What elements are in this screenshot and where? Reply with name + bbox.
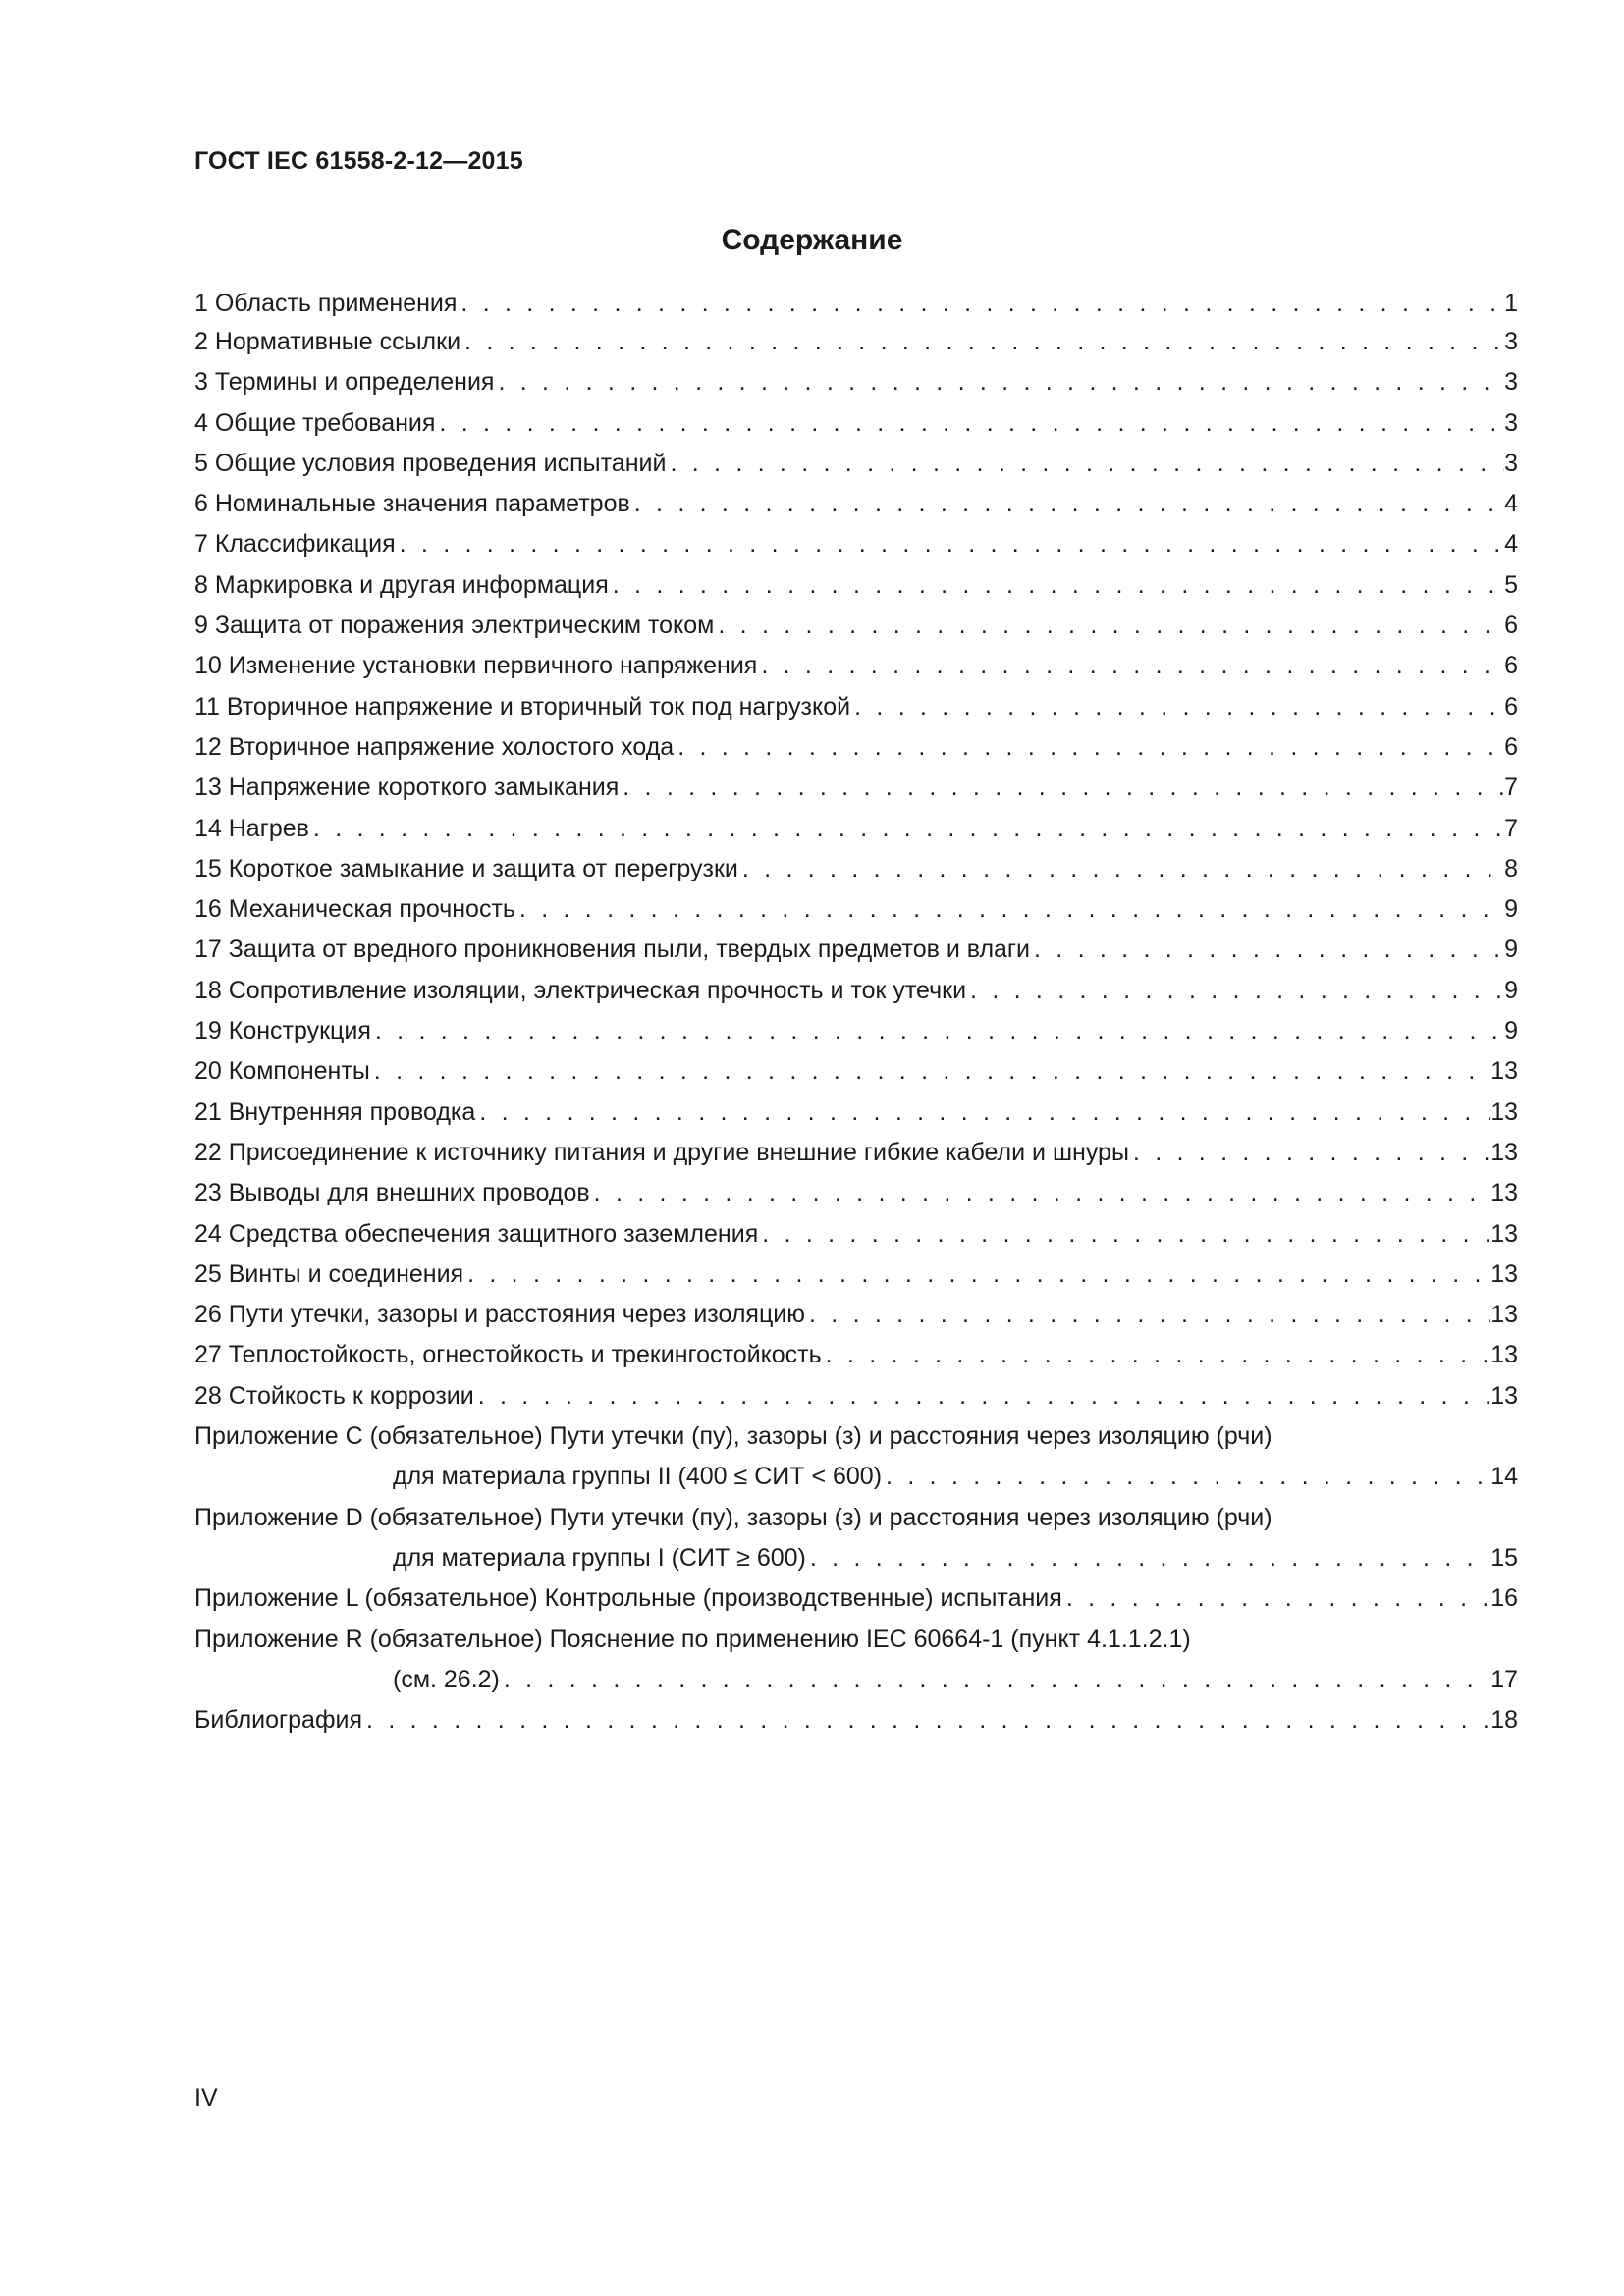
toc-entry-page: 3 xyxy=(1504,328,1518,355)
toc-entry-title: (см. 26.2) xyxy=(393,1665,500,1693)
toc-dot-leader xyxy=(674,727,1504,768)
toc-entry-page: 8 xyxy=(1504,854,1518,882)
toc-entry-title: 14 Нагрев xyxy=(194,814,309,842)
toc-entry xyxy=(194,768,1518,808)
toc-entry-title: 8 Маркировка и другая информация xyxy=(194,570,609,599)
toc-entry xyxy=(194,1335,1518,1375)
toc-dot-leader xyxy=(371,1011,1504,1051)
toc-entry-page: 14 xyxy=(1490,1463,1518,1491)
toc-entry-title: 13 Напряжение короткого замыкания xyxy=(194,774,620,802)
toc-dot-leader xyxy=(1129,1133,1490,1173)
toc-entry-title: 27 Теплостойкость, огнестойкость и трекингостойкость xyxy=(194,1341,822,1369)
toc-entry-title: 4 Общие требования xyxy=(194,408,436,437)
toc-entry xyxy=(194,444,1518,484)
toc-entry-page: 1 xyxy=(1504,290,1518,317)
table-of-contents xyxy=(194,285,1518,1740)
toc-entry xyxy=(194,1498,1518,1579)
toc-dot-leader xyxy=(457,285,1504,322)
toc-dot-leader xyxy=(758,1214,1490,1255)
toc-entry-page: 13 xyxy=(1490,1381,1518,1410)
toc-entry xyxy=(194,524,1518,564)
toc-entry-title: 10 Изменение установки первичного напряжения xyxy=(194,652,758,680)
toc-entry-page: 6 xyxy=(1504,692,1518,721)
page-number: IV xyxy=(194,2084,218,2111)
toc-entry xyxy=(194,1700,1518,1740)
toc-entry xyxy=(194,322,1518,362)
toc-dot-leader xyxy=(460,322,1504,362)
toc-entry xyxy=(194,1578,1518,1619)
toc-entry xyxy=(194,809,1518,849)
toc-dot-leader xyxy=(309,809,1504,849)
toc-entry xyxy=(194,971,1518,1011)
toc-entry-page: 3 xyxy=(1504,408,1518,437)
toc-dot-leader xyxy=(738,849,1504,889)
toc-dot-leader xyxy=(474,1376,1490,1416)
toc-dot-leader xyxy=(714,606,1504,646)
toc-entry xyxy=(194,362,1518,402)
toc-entry-title: 7 Классификация xyxy=(194,530,396,559)
toc-dot-leader xyxy=(609,565,1504,606)
toc-entry-title: 23 Выводы для внешних проводов xyxy=(194,1179,590,1207)
toc-entry-page: 17 xyxy=(1490,1665,1518,1693)
toc-dot-leader xyxy=(396,524,1504,564)
toc-entry-page: 13 xyxy=(1490,1179,1518,1207)
toc-entry-title: 24 Средства обеспечения защитного заземления xyxy=(194,1219,759,1248)
toc-entry xyxy=(194,1214,1518,1255)
toc-entry-title: 3 Термины и определения xyxy=(194,368,495,397)
toc-dot-leader xyxy=(1030,930,1504,970)
toc-entry-title: 17 Защита от вредного проникновения пыли, твердых предметов и влаги xyxy=(194,935,1031,964)
toc-entry xyxy=(194,565,1518,606)
toc-dot-leader xyxy=(435,403,1504,444)
toc-entry-title: 25 Винты и соединения xyxy=(194,1259,464,1288)
toc-dot-leader xyxy=(630,484,1504,524)
toc-dot-leader xyxy=(1062,1578,1490,1619)
toc-dot-leader xyxy=(494,362,1504,402)
toc-entry-title: Приложение D (обязательное) Пути утечки (пу), зазоры (з) и расстояния через изоляцию (рчи) xyxy=(194,1503,1272,1531)
toc-entry-title: Библиография xyxy=(194,1706,363,1735)
toc-entry xyxy=(194,727,1518,768)
toc-entry-page: 9 xyxy=(1504,935,1518,964)
toc-entry xyxy=(194,1051,1518,1092)
toc-entry xyxy=(194,1011,1518,1051)
toc-entry xyxy=(194,849,1518,889)
toc-dot-leader xyxy=(590,1173,1491,1213)
toc-dot-leader xyxy=(362,1700,1490,1740)
toc-dot-leader xyxy=(757,646,1504,686)
toc-entry-page: 9 xyxy=(1504,1017,1518,1045)
toc-entry-title: 21 Внутренняя проводка xyxy=(194,1097,476,1126)
toc-entry-title: 18 Сопротивление изоляции, электрическая прочность и ток утечки xyxy=(194,976,967,1004)
toc-entry-title: 11 Вторичное напряжение и вторичный ток под нагрузкой xyxy=(194,692,851,721)
toc-entry xyxy=(194,285,1518,322)
toc-entry-page: 15 xyxy=(1490,1543,1518,1572)
toc-dot-leader xyxy=(475,1093,1490,1133)
toc-entry xyxy=(194,1376,1518,1416)
toc-entry-title: 20 Компоненты xyxy=(194,1057,370,1086)
toc-entry-title: 6 Номинальные значения параметров xyxy=(194,490,630,518)
toc-entry xyxy=(194,1133,1518,1173)
toc-dot-leader xyxy=(822,1335,1491,1375)
toc-entry xyxy=(194,889,1518,930)
toc-entry-page: 13 xyxy=(1490,1097,1518,1126)
toc-entry-title: 19 Конструкция xyxy=(194,1017,371,1045)
toc-entry-page: 7 xyxy=(1504,814,1518,842)
toc-entry-title: Приложение R (обязательное) Пояснение по применению IEC 60664-1 (пункт 4.1.1.2.1) xyxy=(194,1625,1191,1653)
toc-entry-page: 13 xyxy=(1490,1259,1518,1288)
toc-entry-title: для материала группы II (400 ≤ СИТ < 600) xyxy=(393,1463,883,1491)
toc-entry-page: 16 xyxy=(1490,1584,1518,1613)
toc-entry xyxy=(194,1295,1518,1335)
toc-entry-page: 6 xyxy=(1504,732,1518,761)
document-code-header: ГОСТ IEC 61558-2-12—2015 xyxy=(194,147,523,175)
toc-dot-leader xyxy=(500,1660,1490,1700)
toc-entry-title: Приложение С (обязательное) Пути утечки (пу), зазоры (з) и расстояния через изоляцию (рчи) xyxy=(194,1422,1272,1451)
toc-entry-title: 2 Нормативные ссылки xyxy=(194,328,461,355)
toc-entry-title: Приложение L (обязательное) Контрольные (производственные) испытания xyxy=(194,1584,1062,1613)
toc-title: Содержание xyxy=(721,224,903,256)
toc-entry-page: 4 xyxy=(1504,530,1518,559)
toc-entry-page: 9 xyxy=(1504,976,1518,1004)
toc-entry-title: 1 Область применения xyxy=(194,290,458,317)
toc-entry xyxy=(194,930,1518,970)
toc-dot-leader xyxy=(966,971,1504,1011)
toc-entry xyxy=(194,646,1518,686)
toc-dot-leader xyxy=(666,444,1504,484)
toc-entry-page: 13 xyxy=(1490,1301,1518,1329)
toc-dot-leader xyxy=(515,889,1504,930)
toc-entry xyxy=(194,1620,1518,1701)
toc-dot-leader xyxy=(805,1295,1490,1335)
toc-entry-page: 5 xyxy=(1504,570,1518,599)
toc-dot-leader xyxy=(882,1457,1490,1497)
toc-entry-page: 7 xyxy=(1504,774,1518,802)
toc-dot-leader xyxy=(370,1051,1490,1092)
toc-entry-page: 9 xyxy=(1504,895,1518,924)
toc-entry-title: 16 Механическая прочность xyxy=(194,895,515,924)
toc-entry-title: 15 Короткое замыкание и защита от перегрузки xyxy=(194,854,738,882)
toc-entry-page: 3 xyxy=(1504,449,1518,477)
toc-dot-leader xyxy=(619,768,1504,808)
toc-entry-title: 28 Стойкость к коррозии xyxy=(194,1381,474,1410)
toc-entry-title: 9 Защита от поражения электрическим током xyxy=(194,612,715,640)
toc-entry-page: 6 xyxy=(1504,652,1518,680)
toc-entry-title: 12 Вторичное напряжение холостого хода xyxy=(194,732,675,761)
toc-entry-page: 13 xyxy=(1490,1341,1518,1369)
toc-entry xyxy=(194,1173,1518,1213)
toc-entry-title: 26 Пути утечки, зазоры и расстояния через изоляцию xyxy=(194,1301,805,1329)
toc-entry xyxy=(194,1093,1518,1133)
toc-entry-title: 22 Присоединение к источнику питания и другие внешние гибкие кабели и шнуры xyxy=(194,1138,1129,1166)
toc-entry-page: 13 xyxy=(1490,1138,1518,1166)
toc-dot-leader xyxy=(850,687,1504,727)
toc-entry-page: 3 xyxy=(1504,368,1518,397)
toc-entry xyxy=(194,1255,1518,1295)
toc-entry-page: 6 xyxy=(1504,612,1518,640)
toc-entry xyxy=(194,403,1518,444)
toc-entry xyxy=(194,606,1518,646)
toc-entry-title: 5 Общие условия проведения испытаний xyxy=(194,449,667,477)
toc-entry xyxy=(194,484,1518,524)
toc-entry-page: 4 xyxy=(1504,490,1518,518)
toc-entry xyxy=(194,687,1518,727)
toc-entry-page: 18 xyxy=(1490,1706,1518,1735)
toc-dot-leader xyxy=(463,1255,1490,1295)
toc-entry-page: 13 xyxy=(1490,1219,1518,1248)
toc-entry xyxy=(194,1416,1518,1498)
toc-entry-title: для материала группы I (СИТ ≥ 600) xyxy=(393,1543,806,1572)
toc-dot-leader xyxy=(806,1538,1490,1578)
toc-entry-page: 13 xyxy=(1490,1057,1518,1086)
